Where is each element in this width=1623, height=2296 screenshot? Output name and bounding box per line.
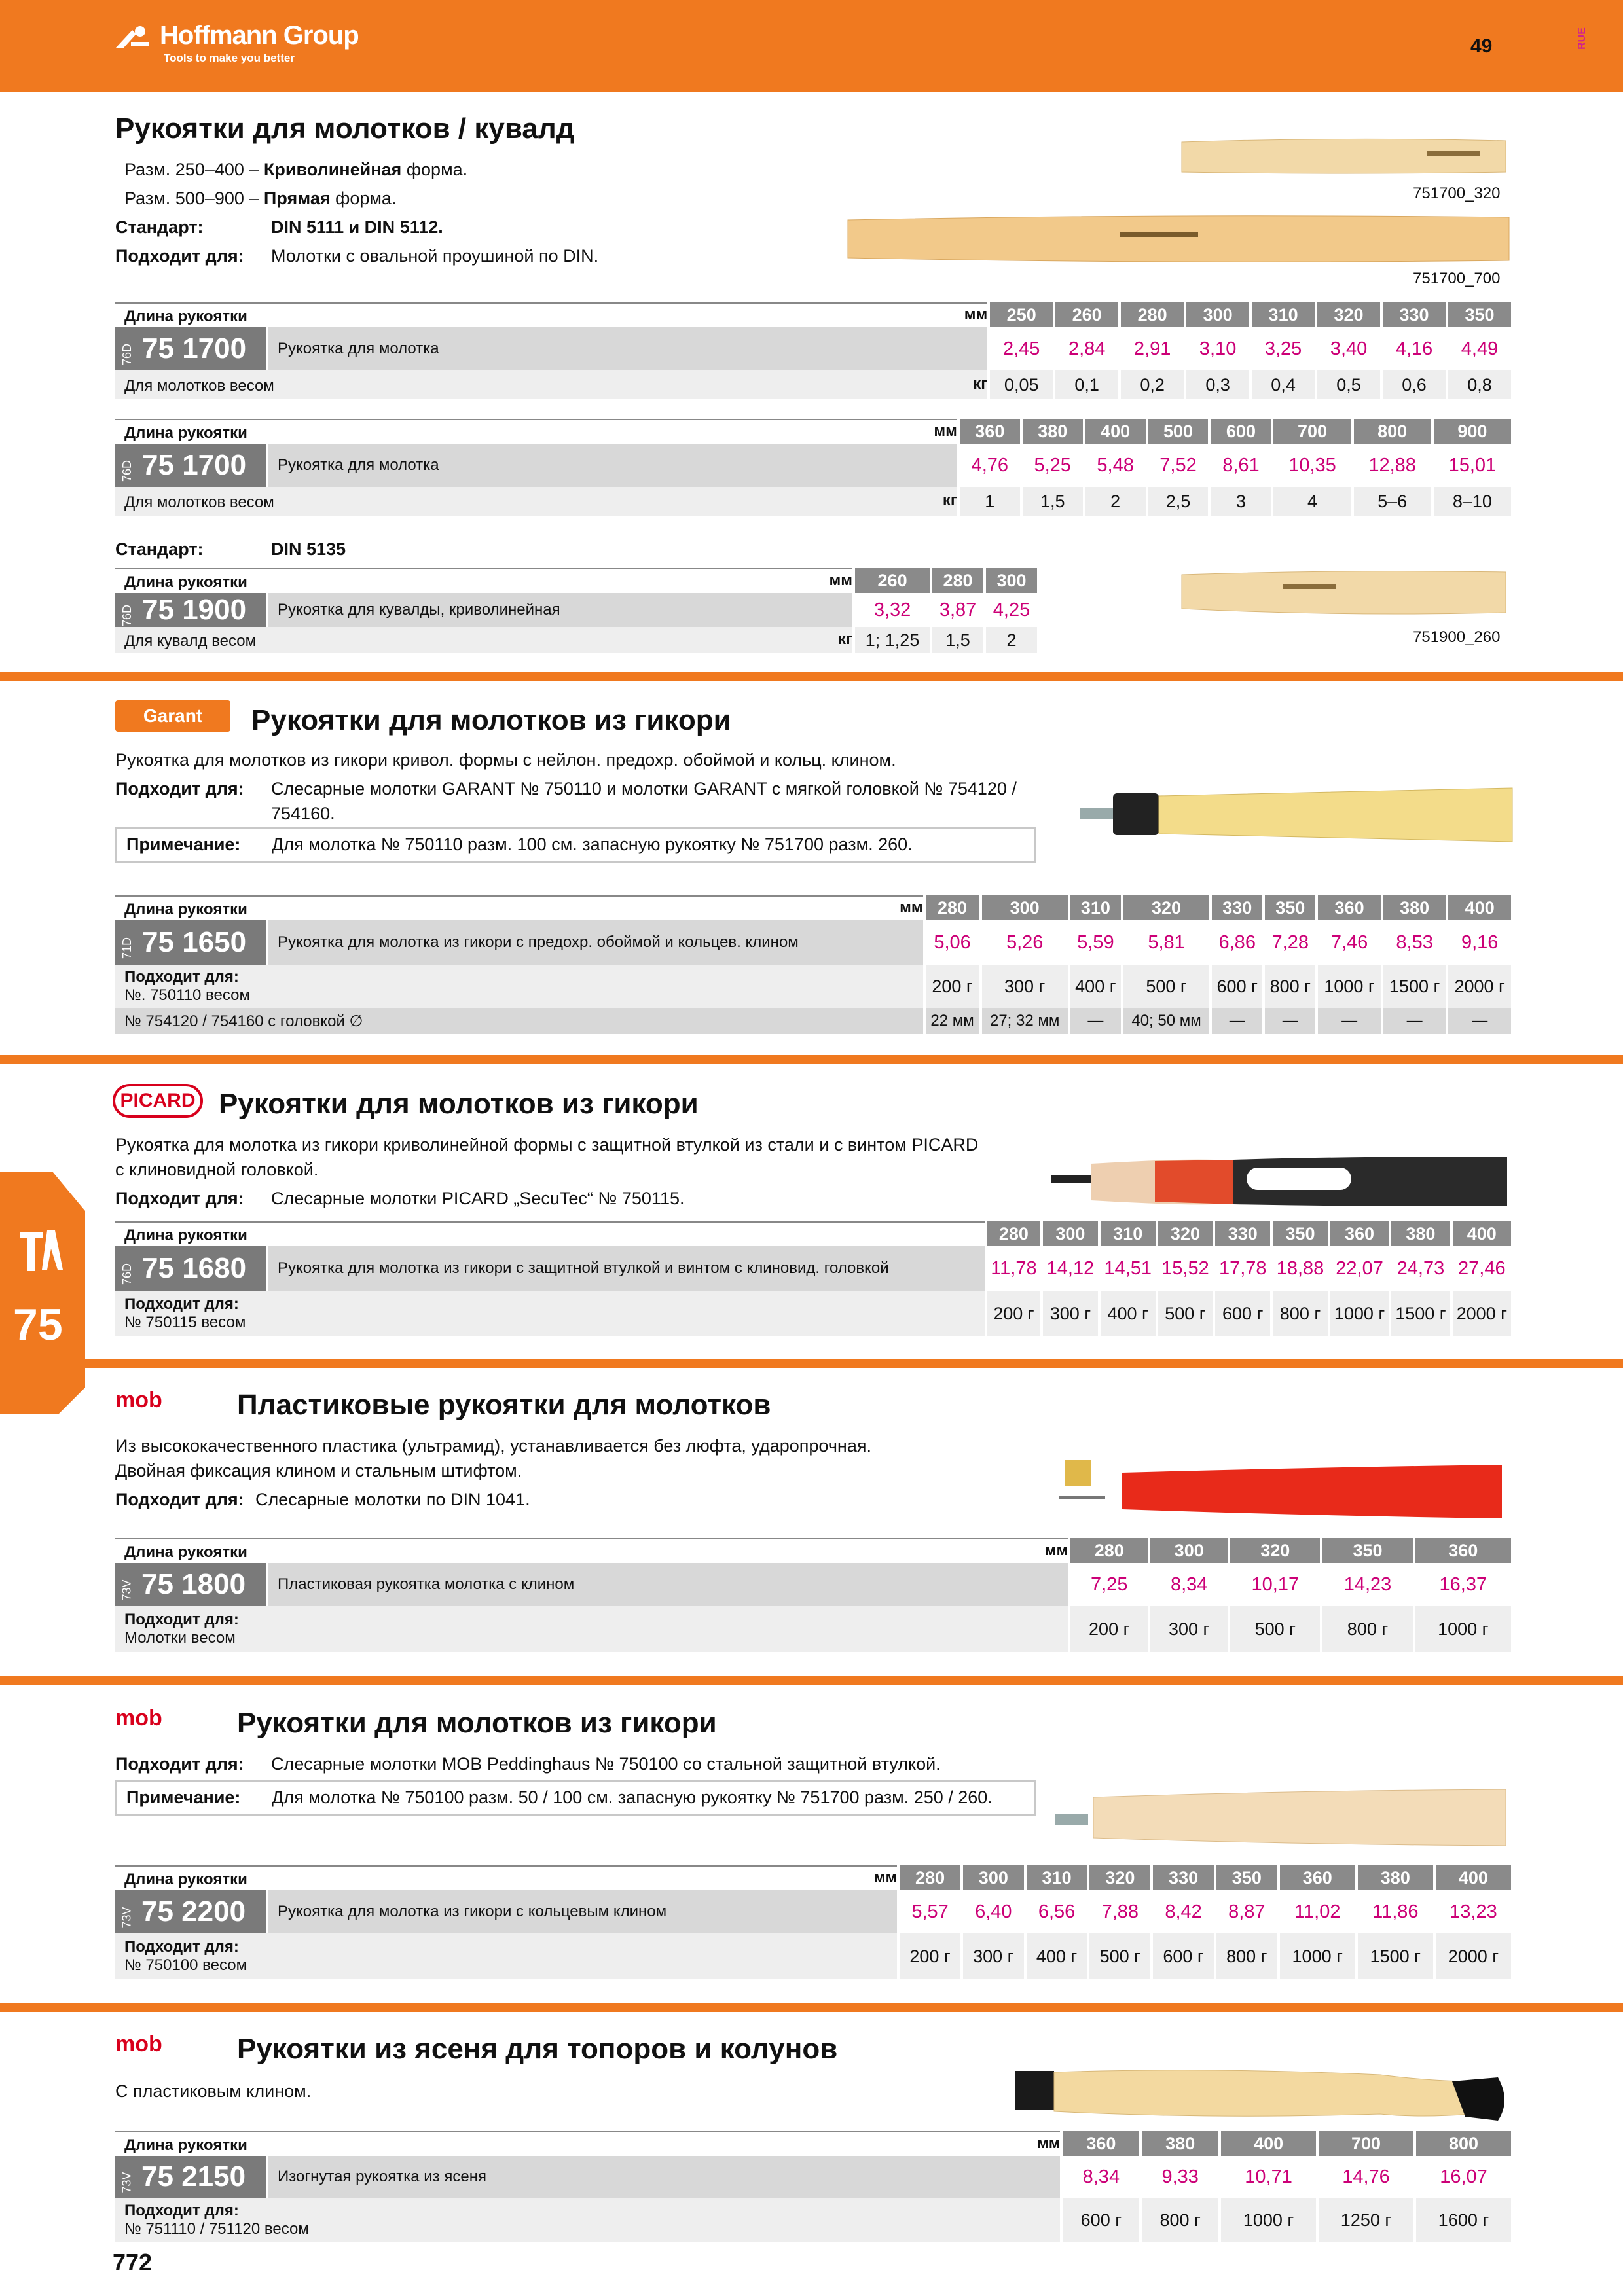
size-cell: 380 bbox=[1023, 419, 1083, 444]
price-cell: 14,23 bbox=[1343, 1573, 1392, 1595]
size-cell: 360 bbox=[1063, 2131, 1139, 2156]
weight-cell: 800 г bbox=[1142, 2198, 1218, 2242]
price-cell: 3,10 bbox=[1199, 338, 1237, 359]
footer-page-number: 772 bbox=[113, 2249, 153, 2276]
s5-fits-value: Слесарные молотки MOB Peddinghaus № 750100 со стальной защитной втулкой. bbox=[271, 1754, 941, 1774]
price-cell: 16,07 bbox=[1440, 2166, 1487, 2187]
size-cell: 360 bbox=[1318, 895, 1381, 920]
size-cell: 360 bbox=[1280, 1865, 1355, 1890]
article-code[interactable]: 71D 75 1650 bbox=[115, 920, 266, 965]
article-desc: Рукоятка для молотка bbox=[268, 327, 987, 370]
price-cell: 11,86 bbox=[1372, 1901, 1419, 1922]
price-cell: 5,25 bbox=[1034, 454, 1071, 476]
s3-desc1: Рукоятка для молотка из гикори криволинейной формы с защитной втулкой из стали и с винтом PICARD bbox=[115, 1135, 979, 1155]
price-cell: 10,17 bbox=[1251, 1573, 1300, 1595]
article-desc: Изогнутая рукоятка из ясеня bbox=[268, 2156, 1060, 2198]
price-cell: 7,25 bbox=[1091, 1573, 1128, 1595]
mob-logo: mob bbox=[115, 1706, 162, 1731]
size-cell: 400 bbox=[1221, 2131, 1316, 2156]
weight-cell: 600 г bbox=[1153, 1933, 1214, 1979]
article-code[interactable]: 73V 75 1800 bbox=[115, 1563, 266, 1606]
size-cell: 400 bbox=[1436, 1865, 1511, 1890]
mob-logo: mob bbox=[115, 2032, 162, 2056]
side-chapter-tab[interactable] bbox=[0, 1172, 85, 1414]
weight-cell: 300 г bbox=[963, 1933, 1024, 1979]
section-6-title: Рукоятки из ясеня для топоров и колунов bbox=[237, 2033, 838, 2065]
price-cell: 5,59 bbox=[1077, 931, 1114, 953]
note-value: Для молотка № 750110 разм. 100 см. запасную рукоятку № 751700 разм. 260. bbox=[272, 834, 913, 854]
s3-desc2: с клиновидной головкой. bbox=[115, 1160, 319, 1179]
table-751680: Длина рукоятки 280 300 310 320 330 350 360 380 400 76D 75 1680 Рукоятка для молотка из гикори с защитной втулкой и винтом с клиновид. головкой 11,78 14,12 14,51 15,52 17,78 18,88 22,07 24,73 27,46 Подходит для: № 750115 весом 200 г 300 г 400 г 500 г 600 г 800 г 1000 г 1500 г 2000 г bbox=[113, 1221, 1514, 1336]
table-751900: Длина рукоятки мм 260 280 300 76D 75 1900 Рукоятка для кувалды, криволинейная 3,32 3,87 4,25 Для кувалд весом кг 1; 1,25 1,5 2 bbox=[113, 568, 1040, 653]
size-cell: 280 bbox=[900, 1865, 960, 1890]
handle-image-751900-260 bbox=[1178, 567, 1512, 619]
price-cell: 7,88 bbox=[1101, 1901, 1139, 1922]
weight-cell: 400 г bbox=[1027, 1933, 1087, 1979]
garant-handle-image bbox=[1074, 779, 1519, 851]
mob-hickory-handle-image bbox=[1054, 1780, 1512, 1852]
weight-cell: 8–10 bbox=[1434, 487, 1511, 516]
section-1-title: Рукоятки для молотков / кувалд bbox=[115, 113, 575, 145]
weight-cell: 1000 г bbox=[1415, 1606, 1511, 1652]
weight-cell: 500 г bbox=[1158, 1291, 1213, 1336]
article-code[interactable]: 76D 75 1900 bbox=[115, 593, 266, 627]
price-cell: 2,84 bbox=[1068, 338, 1106, 359]
head-cell: — bbox=[1318, 1008, 1381, 1034]
size-cell: 310 bbox=[1252, 302, 1315, 327]
size-cell: 300 bbox=[1186, 302, 1249, 327]
weight-cell: 500 г bbox=[1230, 1606, 1320, 1652]
weight-cell: 1000 г bbox=[1221, 2198, 1316, 2242]
weight-cell: 1,5 bbox=[1023, 487, 1083, 516]
price-cell: 14,51 bbox=[1104, 1257, 1152, 1279]
price-cell: 17,78 bbox=[1218, 1257, 1267, 1279]
article-desc: Рукоятка для молотка из гикори с предохр. обоймой и кольцев. клином bbox=[268, 920, 923, 965]
size-cell: 300 bbox=[963, 1865, 1024, 1890]
weight-cell: 1,5 bbox=[932, 627, 983, 653]
weight-cell: 300 г bbox=[1150, 1606, 1228, 1652]
s1-std2-value: DIN 5135 bbox=[271, 539, 346, 559]
size-cell: 350 bbox=[1273, 1221, 1328, 1246]
mob-logo: mob bbox=[115, 1388, 162, 1412]
weight-cell: 800 г bbox=[1273, 1291, 1328, 1336]
s2-fits-label: Подходит для: bbox=[115, 779, 244, 798]
picard-handle-image bbox=[1050, 1152, 1508, 1211]
weight-cell: 300 г bbox=[1043, 1291, 1098, 1336]
head-cell: — bbox=[1212, 1008, 1262, 1034]
s1-fits-value: Молотки с овальной проушиной по DIN. bbox=[271, 246, 599, 266]
size-cell: 280 bbox=[926, 895, 979, 920]
weight-cell: 2000 г bbox=[1436, 1933, 1511, 1979]
table-751650: Длина рукоятки мм 280 300 310 320 330 350 360 380 400 71D 75 1650 Рукоятка для молотка из гикори с предохр. обоймой и кольцев. клином 5,06 5,26 5,59 5,81 6,86 7,28 7,46 8,53 9,16 Подходит для: №. 750110 весом 200 г 300 г 400 г 500 г 600 г 800 г 1000 г 1500 г 2000 г № 754120 / 754160 с головкой ∅ 22 мм 27; 32 мм — 40; 50 мм — — — — — bbox=[113, 895, 1514, 1034]
price-cell: 7,46 bbox=[1330, 931, 1368, 953]
table-751700-a: Длина рукоятки мм 250 260 280 300 310 320 330 350 76D 75 1700 Рукоятка для молотка 2,45 2,84 2,91 3,10 3,25 3,40 4,16 4,49 Для молотков весом кг 0,05 0,1 0,2 0,3 0,4 0,5 0,6 0,8 bbox=[113, 302, 1514, 399]
weight-cell: 600 г bbox=[1212, 965, 1262, 1008]
size-cell: 380 bbox=[1383, 895, 1446, 920]
size-cell: 260 bbox=[1055, 302, 1118, 327]
section-3-title: Рукоятки для молотков из гикори bbox=[219, 1088, 699, 1120]
price-cell: 3,40 bbox=[1330, 338, 1368, 359]
price-cell: 10,71 bbox=[1245, 2166, 1292, 2187]
price-cell: 27,46 bbox=[1458, 1257, 1506, 1279]
price-cell: 14,76 bbox=[1342, 2166, 1390, 2187]
note-value: Для молотка № 750100 разм. 50 / 100 см. запасную рукоятку № 751700 разм. 250 / 260. bbox=[272, 1787, 993, 1807]
size-cell: 300 bbox=[1043, 1221, 1098, 1246]
weight-cell: 0,2 bbox=[1121, 370, 1184, 399]
article-desc: Пластиковая рукоятка молотка с клином bbox=[268, 1563, 1068, 1606]
note-label: Примечание: bbox=[126, 1787, 241, 1807]
weight-cell: 0,1 bbox=[1055, 370, 1118, 399]
s4-desc1: Из высококачественного пластика (ультрамид), устанавливается без люфта, ударопрочная. bbox=[115, 1436, 871, 1456]
size-cell: 350 bbox=[1265, 895, 1315, 920]
size-cell: 400 bbox=[1453, 1221, 1511, 1246]
size-cell: 350 bbox=[1322, 1538, 1412, 1563]
side-tab-number: 75 bbox=[13, 1300, 63, 1350]
price-cell: 16,37 bbox=[1439, 1573, 1487, 1595]
size-cell: 360 bbox=[1330, 1221, 1389, 1246]
head-cell: 40; 50 мм bbox=[1123, 1008, 1209, 1034]
hoffmann-logo-icon bbox=[114, 24, 151, 50]
size-cell: 310 bbox=[1101, 1221, 1156, 1246]
price-cell: 8,87 bbox=[1228, 1901, 1266, 1922]
article-code[interactable]: 76D 75 1700 bbox=[115, 327, 266, 370]
article-code[interactable]: 73V 75 2150 bbox=[115, 2156, 266, 2198]
table-751700-b: Длина рукоятки мм 360 380 400 500 600 700 800 900 76D 75 1700 Рукоятка для молотка 4,76 5,25 5,48 7,52 8,61 10,35 12,88 15,01 Для молотков весом кг 1 1,5 2 2,5 3 4 5–6 8–10 bbox=[113, 419, 1514, 516]
price-cell: 13,23 bbox=[1450, 1901, 1497, 1922]
weight-cell: 1250 г bbox=[1319, 2198, 1413, 2242]
size-cell: 260 bbox=[855, 568, 930, 593]
price-cell: 18,88 bbox=[1276, 1257, 1324, 1279]
s1-fits-label: Подходит для: bbox=[115, 246, 244, 266]
price-cell: 24,73 bbox=[1396, 1257, 1445, 1279]
price-cell: 8,42 bbox=[1165, 1901, 1202, 1922]
s5-fits-label: Подходит для: bbox=[115, 1754, 244, 1774]
weight-cell: 2,5 bbox=[1148, 487, 1209, 516]
weight-cell: 0,5 bbox=[1317, 370, 1380, 399]
article-desc: Рукоятка для кувалды, криволинейная bbox=[268, 593, 852, 627]
size-cell: 330 bbox=[1215, 1221, 1270, 1246]
hoffmann-logo[interactable] bbox=[113, 21, 359, 65]
s3-fits-value: Слесарные молотки PICARD „SecuTec“ № 750115. bbox=[271, 1189, 685, 1208]
weight-cell: 200 г bbox=[900, 1933, 960, 1979]
price-cell: 6,40 bbox=[975, 1901, 1012, 1922]
section-divider bbox=[0, 1055, 1623, 1064]
weight-cell: 0,05 bbox=[990, 370, 1053, 399]
article-desc: Рукоятка для молотка из гикори с кольцевым клином bbox=[268, 1890, 897, 1933]
section-divider bbox=[0, 2003, 1623, 2012]
s1-std-label: Стандарт: bbox=[115, 217, 204, 237]
price-cell: 4,16 bbox=[1395, 338, 1433, 359]
price-cell: 8,53 bbox=[1396, 931, 1433, 953]
weight-cell: 0,8 bbox=[1448, 370, 1511, 399]
weight-cell: 800 г bbox=[1216, 1933, 1277, 1979]
img2-caption: 751700_700 bbox=[1413, 270, 1501, 287]
ash-handle-image bbox=[1013, 2062, 1511, 2134]
weight-cell: 1; 1,25 bbox=[855, 627, 930, 653]
weight-cell: 2 bbox=[1085, 487, 1146, 516]
size-cell: 380 bbox=[1358, 1865, 1433, 1890]
s3-fits-label: Подходит для: bbox=[115, 1189, 244, 1208]
price-cell: 5,48 bbox=[1097, 454, 1134, 476]
weight-cell: 400 г bbox=[1101, 1291, 1156, 1336]
s5-note-box bbox=[115, 1780, 1036, 1816]
weight-cell: 200 г bbox=[926, 965, 979, 1008]
weight-cell: 1500 г bbox=[1391, 1291, 1450, 1336]
weight-cell: 0,3 bbox=[1186, 370, 1249, 399]
weight-cell: 800 г bbox=[1265, 965, 1315, 1008]
price-cell: 5,81 bbox=[1148, 931, 1185, 953]
size-cell: 310 bbox=[1070, 895, 1121, 920]
price-cell: 4,49 bbox=[1461, 338, 1499, 359]
weight-cell: 2000 г bbox=[1453, 1291, 1511, 1336]
price-cell: 4,25 bbox=[993, 599, 1030, 620]
size-cell: 400 bbox=[1085, 419, 1146, 444]
price-cell: 6,56 bbox=[1038, 1901, 1076, 1922]
price-cell: 7,52 bbox=[1159, 454, 1197, 476]
size-cell: 320 bbox=[1158, 1221, 1213, 1246]
price-cell: 15,01 bbox=[1448, 454, 1497, 476]
weight-cell: 1500 г bbox=[1358, 1933, 1433, 1979]
s2-desc: Рукоятка для молотков из гикори кривол. формы с нейлон. предохр. обоймой и кольц. клином. bbox=[115, 750, 896, 770]
price-cell: 9,16 bbox=[1461, 931, 1499, 953]
brand-tagline: Tools to make you better bbox=[164, 52, 295, 64]
price-cell: 8,61 bbox=[1222, 454, 1260, 476]
price-cell: 8,34 bbox=[1170, 1573, 1208, 1595]
section-2-title: Рукоятки для молотков из гикори bbox=[251, 704, 731, 736]
article-desc: Рукоятка для молотка bbox=[268, 444, 957, 487]
size-cell: 310 bbox=[1027, 1865, 1087, 1890]
article-code[interactable]: 76D 75 1700 bbox=[115, 444, 266, 487]
section-4-title: Пластиковые рукоятки для молотков bbox=[237, 1389, 771, 1421]
s1-std2-label: Стандарт: bbox=[115, 539, 204, 559]
weight-label: Для молотков весом bbox=[124, 376, 274, 395]
size-cell: 800 bbox=[1354, 419, 1431, 444]
s1-line1: Разм. 250–400 – Криволинейная форма. bbox=[124, 160, 468, 179]
size-cell: 320 bbox=[1089, 1865, 1150, 1890]
size-cell: 250 bbox=[990, 302, 1053, 327]
picard-logo: PICARD bbox=[113, 1084, 203, 1118]
weight-cell: 400 г bbox=[1070, 965, 1121, 1008]
size-cell: 400 bbox=[1448, 895, 1511, 920]
size-cell: 280 bbox=[1121, 302, 1184, 327]
weight-cell: 600 г bbox=[1215, 1291, 1270, 1336]
weight-cell: 1000 г bbox=[1280, 1933, 1355, 1979]
size-cell: 300 bbox=[982, 895, 1068, 920]
s4-desc2: Двойная фиксация клином и стальным штифтом. bbox=[115, 1461, 522, 1480]
s1-std-value: DIN 5111 и DIN 5112. bbox=[271, 217, 443, 237]
size-cell: 330 bbox=[1212, 895, 1262, 920]
size-cell: 330 bbox=[1153, 1865, 1214, 1890]
weight-cell: 300 г bbox=[982, 965, 1068, 1008]
head-label: № 754120 / 754160 с головкой ∅ bbox=[124, 1012, 363, 1030]
price-cell: 5,06 bbox=[934, 931, 971, 953]
size-cell: 800 bbox=[1416, 2131, 1511, 2156]
size-cell: 280 bbox=[987, 1221, 1040, 1246]
weight-cell: 5–6 bbox=[1354, 487, 1431, 516]
s2-fits-value: Слесарные молотки GARANT № 750110 и молотки GARANT с мягкой головкой № 754120 / 754160. bbox=[271, 779, 1017, 823]
note-label: Примечание: bbox=[126, 834, 241, 854]
weight-cell: 200 г bbox=[1070, 1606, 1148, 1652]
price-cell: 3,32 bbox=[873, 599, 911, 620]
size-cell: 900 bbox=[1434, 419, 1511, 444]
language-code: RUE bbox=[1576, 27, 1588, 50]
price-cell: 2,91 bbox=[1133, 338, 1171, 359]
size-cell: 320 bbox=[1230, 1538, 1320, 1563]
head-cell: 22 мм bbox=[926, 1008, 979, 1034]
head-cell: 27; 32 мм bbox=[982, 1008, 1068, 1034]
table-751800: Длина рукоятки мм 280 300 320 350 360 73V 75 1800 Пластиковая рукоятка молотка с клином 7,25 8,34 10,17 14,23 16,37 Подходит для: Молотки весом 200 г 300 г 500 г 800 г 1000 г bbox=[113, 1538, 1514, 1652]
weight-cell: 4 bbox=[1273, 487, 1351, 516]
len-label: Длина рукоятки bbox=[124, 307, 247, 325]
head-cell: — bbox=[1265, 1008, 1315, 1034]
weight-cell: 1000 г bbox=[1330, 1291, 1389, 1336]
weight-cell: 500 г bbox=[1123, 965, 1209, 1008]
section-5-title: Рукоятки для молотков из гикори bbox=[237, 1707, 717, 1739]
s4-fits-label: Подходит для: bbox=[115, 1490, 244, 1509]
weight-cell: 800 г bbox=[1322, 1606, 1412, 1652]
size-cell: 300 bbox=[986, 568, 1037, 593]
size-cell: 380 bbox=[1391, 1221, 1450, 1246]
price-cell: 2,45 bbox=[1002, 338, 1040, 359]
size-cell: 700 bbox=[1273, 419, 1351, 444]
price-cell: 9,33 bbox=[1161, 2166, 1199, 2187]
head-cell: — bbox=[1070, 1008, 1121, 1034]
handle-image-751700-700 bbox=[845, 208, 1512, 267]
size-cell: 280 bbox=[1070, 1538, 1148, 1563]
size-cell: 380 bbox=[1142, 2131, 1218, 2156]
weight-cell: 1000 г bbox=[1318, 965, 1381, 1008]
section-divider bbox=[0, 1676, 1623, 1685]
size-cell: 360 bbox=[1415, 1538, 1511, 1563]
size-cell: 330 bbox=[1383, 302, 1446, 327]
size-cell: 600 bbox=[1211, 419, 1271, 444]
table-752150: Длина рукоятки мм 360 380 400 700 800 73V 75 2150 Изогнутая рукоятка из ясеня 8,34 9,33 10,71 14,76 16,07 Подходит для: № 751110 / 751120 весом 600 г 800 г 1000 г 1250 г 1600 г bbox=[113, 2131, 1514, 2242]
size-cell: 350 bbox=[1448, 302, 1511, 327]
size-cell: 280 bbox=[932, 568, 983, 593]
size-cell: 350 bbox=[1216, 1865, 1277, 1890]
s2-note-box bbox=[115, 827, 1036, 863]
price-cell: 8,34 bbox=[1082, 2166, 1120, 2187]
brand-name: Hoffmann Group bbox=[160, 21, 359, 50]
section-divider bbox=[0, 1359, 1623, 1368]
price-cell: 22,07 bbox=[1336, 1257, 1383, 1279]
plastic-handle-image bbox=[1050, 1453, 1508, 1525]
article-code[interactable]: 73V 75 2200 bbox=[115, 1890, 266, 1933]
price-cell: 12,88 bbox=[1368, 454, 1416, 476]
head-cell: — bbox=[1383, 1008, 1446, 1034]
img1-caption: 751700_320 bbox=[1413, 185, 1501, 202]
price-cell: 5,26 bbox=[1006, 931, 1044, 953]
table-752200: Длина рукоятки мм 280 300 310 320 330 350 360 380 400 73V 75 2200 Рукоятка для молотка из гикори с кольцевым клином 5,57 6,40 6,56 7,88 8,42 8,87 11,02 11,86 13,23 Подходит для: № 750100 весом 200 г 300 г 400 г 500 г 600 г 800 г 1000 г 1500 г 2000 г bbox=[113, 1865, 1514, 1979]
price-cell: 5,57 bbox=[911, 1901, 949, 1922]
price-cell: 14,12 bbox=[1046, 1257, 1095, 1279]
weight-cell: 1600 г bbox=[1416, 2198, 1511, 2242]
size-cell: 320 bbox=[1317, 302, 1380, 327]
price-cell: 11,02 bbox=[1294, 1901, 1341, 1922]
size-cell: 300 bbox=[1150, 1538, 1228, 1563]
size-cell: 360 bbox=[960, 419, 1020, 444]
page-number: 49 bbox=[1470, 35, 1493, 57]
price-cell: 7,28 bbox=[1271, 931, 1309, 953]
weight-cell: 2 bbox=[986, 627, 1037, 653]
img3-caption: 751900_260 bbox=[1413, 628, 1501, 646]
price-cell: 4,76 bbox=[971, 454, 1009, 476]
price-cell: 15,52 bbox=[1161, 1257, 1209, 1279]
head-cell: — bbox=[1448, 1008, 1511, 1034]
weight-cell: 200 г bbox=[987, 1291, 1040, 1336]
weight-cell: 3 bbox=[1211, 487, 1271, 516]
section-divider bbox=[0, 672, 1623, 681]
s6-desc: С пластиковым клином. bbox=[115, 2081, 312, 2101]
price-cell: 3,87 bbox=[939, 599, 977, 620]
article-code[interactable]: 76D 75 1680 bbox=[115, 1246, 266, 1291]
weight-cell: 1 bbox=[960, 487, 1020, 516]
s4-fits-value: Слесарные молотки по DIN 1041. bbox=[255, 1490, 530, 1509]
price-cell: 6,86 bbox=[1218, 931, 1256, 953]
price-cell: 3,25 bbox=[1264, 338, 1302, 359]
size-cell: 700 bbox=[1319, 2131, 1413, 2156]
size-cell: 320 bbox=[1123, 895, 1209, 920]
weight-cell: 600 г bbox=[1063, 2198, 1139, 2242]
garant-logo: Garant bbox=[115, 700, 230, 732]
price-cell: 10,35 bbox=[1288, 454, 1336, 476]
weight-cell: 0,4 bbox=[1252, 370, 1315, 399]
handle-image-751700-320 bbox=[1178, 134, 1512, 180]
price-cell: 11,78 bbox=[991, 1257, 1037, 1279]
weight-cell: 500 г bbox=[1089, 1933, 1150, 1979]
s1-line2: Разм. 500–900 – Прямая форма. bbox=[124, 188, 397, 208]
weight-cell: 1500 г bbox=[1383, 965, 1446, 1008]
article-desc: Рукоятка для молотка из гикори с защитной втулкой и винтом с клиновид. головкой bbox=[268, 1246, 985, 1291]
weight-cell: 0,6 bbox=[1383, 370, 1446, 399]
weight-cell: 2000 г bbox=[1448, 965, 1511, 1008]
size-cell: 500 bbox=[1148, 419, 1209, 444]
